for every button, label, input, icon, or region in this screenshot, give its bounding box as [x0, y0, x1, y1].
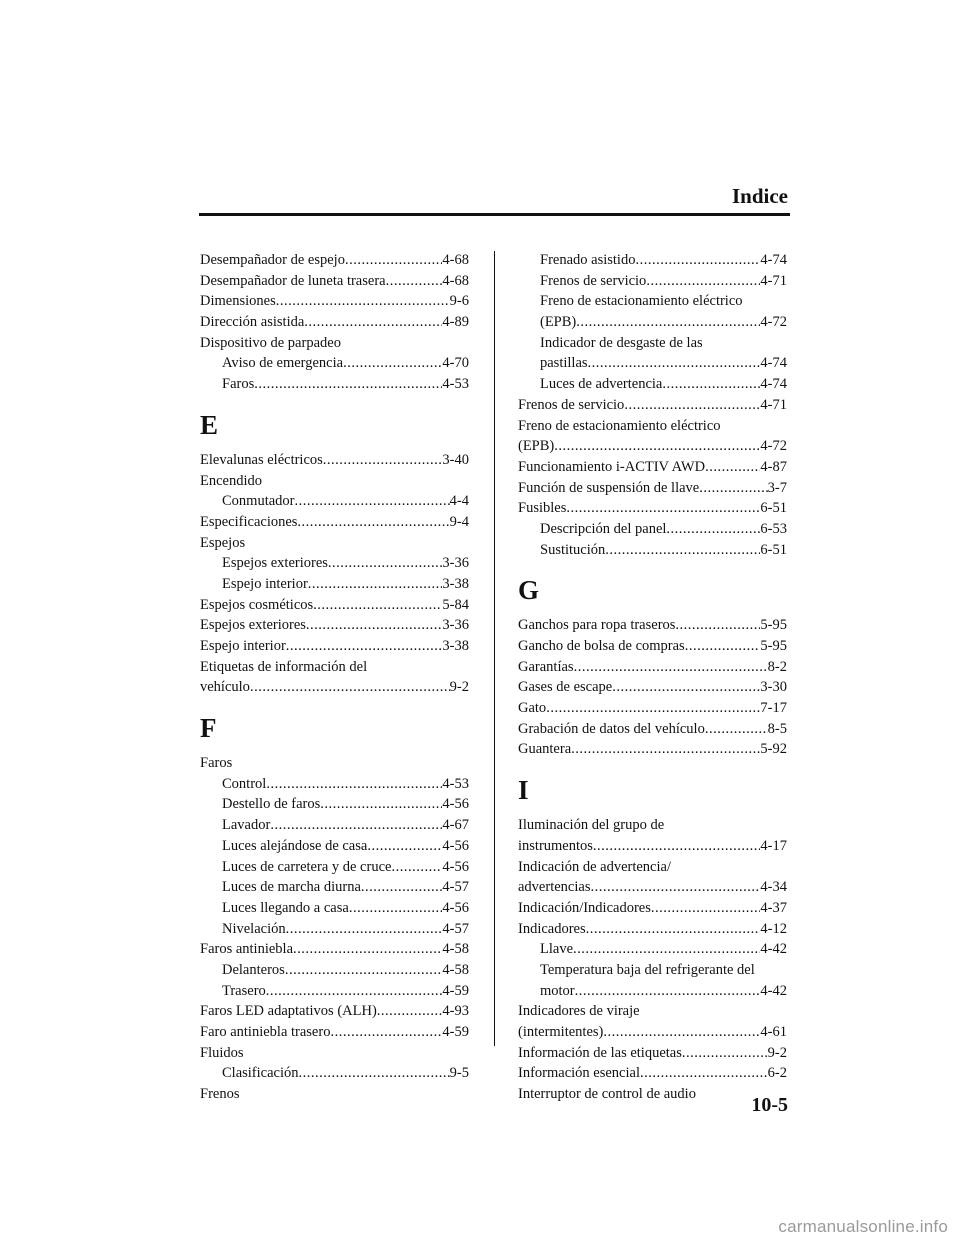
entry-label: Aviso de emergencia: [222, 355, 344, 372]
index-entry: [518, 374, 787, 395]
entry-label: Luces de advertencia: [540, 376, 663, 393]
entry-page-ref: 4-59: [442, 982, 469, 999]
index-entry: [200, 1001, 469, 1022]
entry-label: Faros LED adaptativos (ALH): [200, 1003, 377, 1020]
entry-page-ref: 4-68: [442, 272, 469, 289]
entry-page-ref: 5-95: [760, 617, 787, 634]
leader-dots: [575, 981, 761, 1002]
index-heading: Freno de estacionamiento eléctrico: [540, 293, 743, 310]
leader-dots: [605, 540, 760, 561]
index-entry: [518, 677, 787, 698]
leader-dots: [349, 898, 443, 919]
entry-label: Función de suspensión de llave: [518, 479, 700, 496]
index-entry: [518, 939, 787, 960]
leader-dots: [306, 615, 443, 636]
index-entry: [200, 960, 469, 981]
entry-label: Funcionamiento i-ACTIV AWD: [518, 458, 706, 475]
leader-dots: [571, 739, 760, 760]
index-entry: [200, 374, 469, 395]
entry-label: Espejos exteriores: [200, 617, 306, 634]
index-entry: [200, 312, 469, 333]
entry-label: Espejos cosméticos: [200, 596, 314, 613]
entry-label: Frenos de servicio: [518, 396, 625, 413]
entry-label: Indicadores: [518, 920, 586, 937]
leader-dots: [576, 312, 760, 333]
leader-dots: [266, 981, 443, 1002]
index-entry: [200, 898, 469, 919]
leader-dots: [651, 898, 761, 919]
entry-page-ref: 4-61: [760, 1024, 787, 1040]
index-heading: Espejos: [200, 534, 246, 551]
entry-label: Espejos exteriores: [222, 555, 328, 572]
entry-page-ref: 4-70: [442, 355, 469, 372]
entry-label: Delanteros: [222, 961, 285, 978]
entry-label: Trasero: [222, 982, 266, 999]
entry-page-ref: 4-71: [760, 272, 787, 289]
leader-dots: [546, 698, 760, 719]
entry-label: Luces de carretera y de cruce: [222, 858, 392, 875]
entry-label: Espejo interior: [222, 575, 308, 592]
section-letter: G: [518, 575, 540, 606]
entry-label: (EPB): [540, 314, 577, 331]
leader-dots: [612, 677, 760, 698]
index-entry: [200, 636, 469, 657]
entry-label: Clasificación: [222, 1065, 299, 1082]
entry-page-ref: 5-95: [760, 638, 787, 654]
entry-label: Indicación/Indicadores: [518, 899, 651, 916]
entry-label: Luces alejándose de casa: [222, 837, 368, 854]
page-number: 10-5: [751, 1094, 788, 1116]
header-divider: [199, 213, 790, 216]
entry-page-ref: 4-53: [442, 775, 469, 792]
index-heading: Dispositivo de parpadeo: [200, 334, 341, 351]
leader-dots: [573, 939, 760, 960]
leader-dots: [308, 574, 443, 595]
entry-page-ref: 4-72: [760, 314, 787, 331]
index-entry: [518, 836, 787, 857]
leader-dots: [299, 1063, 450, 1084]
entry-page-ref: 4-72: [760, 438, 787, 455]
entry-page-ref: 4-56: [442, 858, 469, 875]
index-entry: [200, 794, 469, 815]
leader-dots: [323, 450, 443, 471]
leader-dots: [586, 919, 761, 940]
index-entry: [518, 1043, 787, 1064]
entry-label: Gato: [518, 700, 547, 717]
leader-dots: [367, 836, 442, 857]
index-entry: [200, 677, 469, 698]
entry-page-ref: 4-58: [442, 961, 469, 978]
index-entry: [518, 353, 787, 374]
entry-label: Lavador: [222, 817, 271, 834]
index-heading: Indicador de desgaste de las: [540, 334, 703, 351]
index-entry: [200, 353, 469, 374]
index-entry: [518, 636, 787, 657]
index-entry: [200, 877, 469, 898]
leader-dots: [391, 857, 442, 878]
section-letter: E: [200, 409, 219, 440]
leader-dots: [666, 519, 760, 540]
leader-dots: [343, 353, 442, 374]
entry-page-ref: 4-87: [760, 458, 787, 475]
leader-dots: [266, 774, 442, 795]
leader-dots: [685, 636, 761, 657]
entry-page-ref: 4-71: [760, 396, 787, 413]
entry-page-ref: 3-30: [760, 679, 787, 696]
section-letter: I: [518, 775, 529, 806]
entry-page-ref: 9-6: [449, 293, 469, 310]
entry-label: Faros: [222, 376, 255, 393]
entry-page-ref: 9-2: [449, 679, 469, 696]
index-entry: [518, 877, 787, 898]
leader-dots: [705, 457, 760, 478]
leader-dots: [270, 815, 442, 836]
entry-label: Control: [222, 775, 267, 792]
index-heading: Indicadores de viraje: [518, 1003, 640, 1020]
entry-page-ref: 9-2: [767, 1044, 787, 1061]
entry-page-ref: 7-17: [760, 700, 787, 717]
index-entry: [200, 615, 469, 636]
index-entry: [518, 436, 787, 457]
index-column-left: [200, 250, 469, 1105]
index-entry: [518, 981, 787, 1002]
entry-label: Faros antiniebla: [200, 941, 294, 958]
leader-dots: [675, 615, 760, 636]
index-entry: [518, 1063, 787, 1084]
entry-page-ref: 4-56: [442, 899, 469, 916]
index-entry: [518, 271, 787, 292]
entry-page-ref: 4-67: [442, 817, 469, 834]
index-entry: [518, 719, 787, 740]
entry-page-ref: 3-38: [442, 575, 469, 592]
entry-label: Descripción del panel: [540, 520, 667, 537]
index-entry: [200, 1022, 469, 1043]
leader-dots: [646, 271, 760, 292]
leader-dots: [635, 250, 760, 271]
index-entry: [200, 595, 469, 616]
index-heading: Interruptor de control de audio: [518, 1086, 696, 1103]
entry-page-ref: 4-57: [442, 920, 469, 937]
entry-page-ref: 9-5: [449, 1065, 469, 1082]
index-entry: [518, 615, 787, 636]
entry-page-ref: 6-51: [760, 541, 787, 558]
leader-dots: [588, 353, 761, 374]
entry-page-ref: 6-51: [760, 500, 787, 517]
entry-page-ref: 4-74: [760, 252, 787, 268]
entry-page-ref: 4-53: [442, 376, 469, 393]
entry-label: Grabación de datos del vehículo: [518, 720, 705, 737]
index-entry: [518, 657, 787, 678]
entry-label: Fusibles: [518, 500, 567, 517]
index-entry: [518, 1022, 787, 1043]
entry-page-ref: 6-2: [767, 1065, 787, 1082]
entry-label: (EPB): [518, 438, 555, 455]
entry-page-ref: 3-7: [767, 479, 787, 496]
entry-page-ref: 4-58: [442, 941, 469, 958]
entry-label: Información de las etiquetas: [518, 1044, 682, 1061]
entry-page-ref: 4-17: [760, 837, 787, 854]
index-entry: [200, 271, 469, 292]
entry-page-ref: 4-57: [442, 879, 469, 896]
page-title: Indice: [731, 184, 788, 208]
index-entry: [518, 519, 787, 540]
entry-label: vehículo: [200, 679, 250, 696]
entry-page-ref: 4-42: [760, 982, 787, 999]
entry-page-ref: 4-89: [442, 314, 469, 331]
index-heading: Encendido: [200, 472, 263, 489]
index-entry: [518, 457, 787, 478]
entry-page-ref: 4-37: [760, 899, 787, 916]
entry-label: Garantías: [518, 658, 574, 675]
index-entry: [518, 698, 787, 719]
leader-dots: [330, 1022, 442, 1043]
section-letter: F: [200, 713, 217, 744]
index-entry: [518, 312, 787, 333]
leader-dots: [250, 677, 450, 698]
leader-dots: [386, 271, 443, 292]
index-heading: Freno de estacionamiento eléctrico: [518, 417, 721, 434]
index-entry: [200, 919, 469, 940]
entry-label: Desempañador de luneta trasera: [200, 272, 386, 289]
entry-label: Información esencial: [518, 1065, 640, 1082]
column-divider: [494, 251, 495, 1046]
index-entry: [200, 291, 469, 312]
leader-dots: [254, 374, 442, 395]
index-entry: [200, 553, 469, 574]
entry-label: Gases de escape: [518, 679, 613, 696]
entry-page-ref: 4-56: [442, 796, 469, 813]
leader-dots: [285, 960, 443, 981]
entry-page-ref: 4-93: [442, 1003, 469, 1020]
index-entry: [518, 478, 787, 499]
entry-label: advertencias: [518, 879, 591, 896]
index-entry: [518, 739, 787, 760]
leader-dots: [295, 491, 450, 512]
leader-dots: [593, 836, 760, 857]
entry-page-ref: 3-36: [442, 617, 469, 634]
entry-label: (intermitentes): [518, 1024, 604, 1040]
index-heading: Frenos: [200, 1086, 240, 1103]
index-entry: [518, 919, 787, 940]
entry-page-ref: 5-92: [760, 741, 787, 758]
entry-page-ref: 3-36: [442, 555, 469, 572]
leader-dots: [320, 794, 442, 815]
entry-label: Destello de faros: [222, 796, 321, 813]
entry-label: Ganchos para ropa traseros: [518, 617, 676, 634]
entry-label: Faro antiniebla trasero: [200, 1024, 331, 1040]
entry-label: motor: [540, 982, 575, 999]
entry-page-ref: 4-34: [760, 879, 787, 896]
entry-page-ref: 4-74: [760, 355, 787, 372]
leader-dots: [345, 250, 442, 271]
entry-label: Luces llegando a casa: [222, 899, 349, 916]
entry-label: instrumentos: [518, 837, 593, 854]
leader-dots: [574, 657, 768, 678]
leader-dots: [603, 1022, 760, 1043]
index-entry: [200, 574, 469, 595]
index-entry: [200, 450, 469, 471]
leader-dots: [313, 595, 442, 616]
leader-dots: [624, 395, 760, 416]
leader-dots: [682, 1043, 768, 1064]
index-column-right: [518, 250, 787, 1105]
entry-label: Luces de marcha diurna: [222, 879, 361, 896]
leader-dots: [377, 1001, 443, 1022]
entry-label: Elevalunas eléctricos: [200, 451, 323, 468]
index-entry: [200, 774, 469, 795]
index-heading: Etiquetas de información del: [200, 658, 368, 675]
entry-label: Conmutador: [222, 493, 295, 510]
entry-page-ref: 4-56: [442, 837, 469, 854]
leader-dots: [554, 436, 760, 457]
entry-label: Dirección asistida: [200, 314, 305, 331]
index-entry: [518, 498, 787, 519]
index-entry: [200, 491, 469, 512]
leader-dots: [640, 1063, 768, 1084]
entry-page-ref: 5-84: [442, 596, 469, 613]
index-entry: [518, 898, 787, 919]
watermark: carmanualsonline.info: [778, 1217, 948, 1236]
entry-page-ref: 8-5: [767, 720, 787, 737]
index-heading: Fluidos: [200, 1044, 244, 1061]
index-entry: [200, 836, 469, 857]
entry-label: Espejo interior: [200, 638, 286, 654]
entry-page-ref: 4-59: [442, 1024, 469, 1040]
entry-label: pastillas: [540, 355, 588, 372]
entry-page-ref: 4-42: [760, 941, 787, 958]
index-entry: [200, 815, 469, 836]
index-heading: Temperatura baja del refrigerante del: [540, 961, 755, 978]
leader-dots: [276, 291, 450, 312]
entry-page-ref: 4-12: [760, 920, 787, 937]
leader-dots: [662, 374, 760, 395]
index-entry: [200, 512, 469, 533]
entry-page-ref: 4-74: [760, 376, 787, 393]
entry-label: Frenos de servicio: [540, 272, 647, 289]
index-entry: [200, 981, 469, 1002]
entry-label: Sustitución: [540, 541, 606, 558]
entry-page-ref: 3-40: [442, 451, 469, 468]
leader-dots: [590, 877, 760, 898]
entry-label: Especificaciones: [200, 513, 298, 530]
index-heading: Faros: [200, 755, 233, 772]
leader-dots: [699, 478, 767, 499]
leader-dots: [361, 877, 443, 898]
entry-label: Guantera: [518, 741, 572, 758]
entry-page-ref: 4-68: [442, 252, 469, 268]
entry-page-ref: 3-38: [442, 638, 469, 654]
leader-dots: [286, 919, 443, 940]
entry-page-ref: 6-53: [760, 520, 787, 537]
entry-label: Dimensiones: [200, 293, 276, 310]
entry-label: Frenado asistido: [540, 252, 636, 268]
entry-label: Gancho de bolsa de compras: [518, 638, 685, 654]
entry-label: Llave: [540, 941, 574, 958]
index-entry: [518, 540, 787, 561]
index-entry: [200, 1063, 469, 1084]
entry-label: Nivelación: [222, 920, 286, 937]
entry-page-ref: 9-4: [449, 513, 469, 530]
leader-dots: [293, 939, 442, 960]
index-entry: [518, 250, 787, 271]
index-entry: [200, 939, 469, 960]
index-entry: [518, 395, 787, 416]
leader-dots: [304, 312, 442, 333]
leader-dots: [286, 636, 443, 657]
leader-dots: [297, 512, 449, 533]
index-heading: Iluminación del grupo de: [518, 817, 665, 834]
leader-dots: [328, 553, 443, 574]
entry-label: Desempañador de espejo: [200, 252, 345, 268]
index-entry: [200, 857, 469, 878]
index-heading: Indicación de advertencia/: [518, 858, 671, 875]
index-entry: [200, 250, 469, 271]
entry-page-ref: 4-4: [449, 493, 469, 510]
leader-dots: [566, 498, 760, 519]
leader-dots: [705, 719, 768, 740]
entry-page-ref: 8-2: [767, 658, 787, 675]
